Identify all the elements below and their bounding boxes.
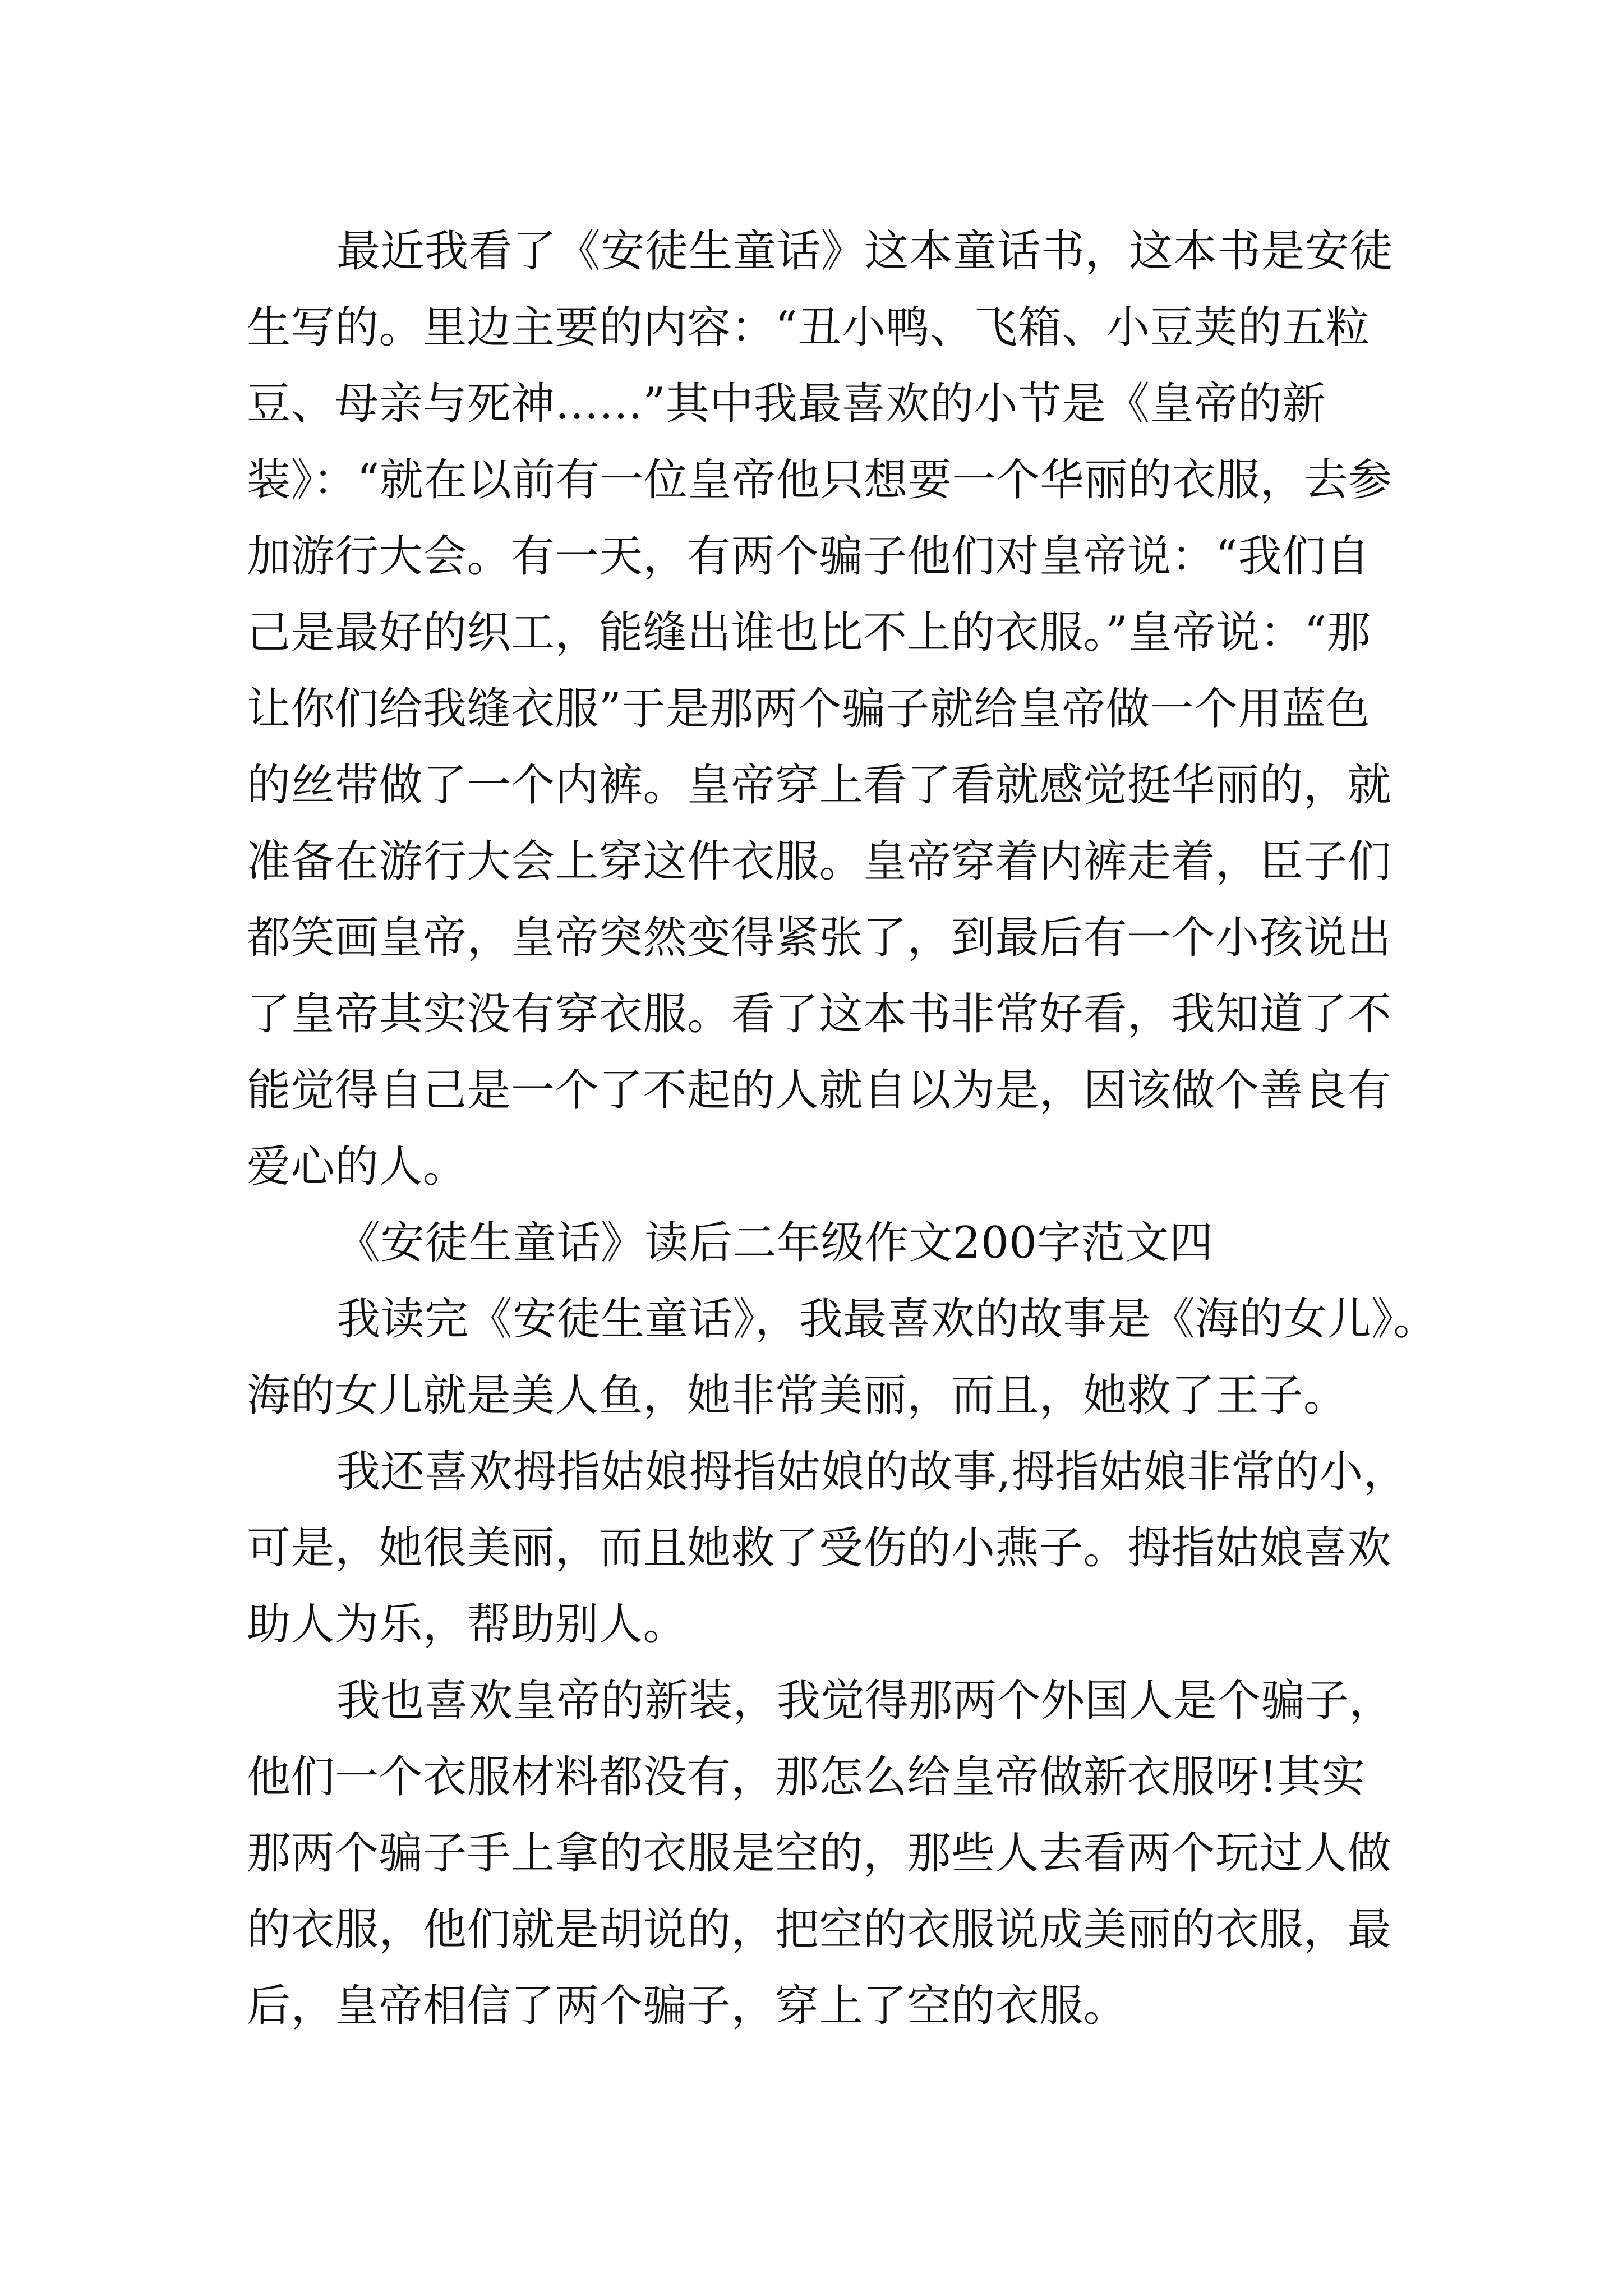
text-line: 海的女儿就是美人鱼，她非常美丽，而且，她救了王子。 <box>247 1370 1348 1421</box>
text-line: 助人为乐，帮助别人。 <box>247 1599 688 1650</box>
text-line: 我还喜欢拇指姑娘拇指姑娘的故事,拇指姑娘非常的小， <box>336 1447 1408 1497</box>
text-line: 后，皇帝相信了两个骗子，穿上了空的衣服。 <box>247 1981 1128 2031</box>
text-line: 的衣服，他们就是胡说的，把空的衣服说成美丽的衣服，最 <box>247 1904 1392 1955</box>
text-line: 可是，她很美丽，而且她救了受伤的小燕子。拇指姑娘喜欢 <box>247 1523 1392 1573</box>
text-line: 能觉得自己是一个了不起的人就自以为是，因该做个善良有 <box>247 1065 1392 1116</box>
text-line: 准备在游行大会上穿这件衣服。皇帝穿着内裤走着，臣子们 <box>247 836 1392 887</box>
section-heading: 《安徒生童话》读后二年级作文200字范文四 <box>336 1218 1214 1268</box>
text-line: 那两个骗子手上拿的衣服是空的，那些人去看两个玩过人做 <box>247 1828 1392 1879</box>
text-line: 生写的。里边主要的内容：“丑小鸭、飞箱、小豆荚的五粒 <box>247 302 1370 353</box>
text-line: 他们一个衣服材料都没有，那怎么给皇帝做新衣服呀!其实 <box>247 1752 1366 1802</box>
text-line: 都笑画皇帝，皇帝突然变得紧张了，到最后有一个小孩说出 <box>247 913 1392 963</box>
document-body <box>247 213 1438 2044</box>
text-line: 我读完《安徒生童话》，我最喜欢的故事是《海的女儿》。 <box>336 1294 1438 1345</box>
text-line: 豆、母亲与死神……”其中我最喜欢的小节是《皇帝的新 <box>247 379 1326 429</box>
text-line: 的丝带做了一个内裤。皇帝穿上看了看就感觉挺华丽的，就 <box>247 760 1392 811</box>
text-line: 加游行大会。有一天，有两个骗子他们对皇帝说：“我们自 <box>247 531 1370 582</box>
text-line: 装》：“就在以前有一位皇帝他只想要一个华丽的衣服，去参 <box>247 455 1393 505</box>
text-line: 我也喜欢皇帝的新装，我觉得那两个外国人是个骗子， <box>336 1676 1394 1726</box>
text-line: 让你们给我缝衣服”于是那两个骗子就给皇帝做一个用蓝色 <box>247 684 1370 734</box>
text-line: 己是最好的织工，能缝出谁也比不上的衣服。”皇帝说：“那 <box>247 608 1371 658</box>
text-line: 最近我看了《安徒生童话》这本童话书，这本书是安徒 <box>336 226 1394 277</box>
text-line: 爱心的人。 <box>247 1142 467 1192</box>
text-line: 了皇帝其实没有穿衣服。看了这本书非常好看，我知道了不 <box>247 989 1392 1039</box>
